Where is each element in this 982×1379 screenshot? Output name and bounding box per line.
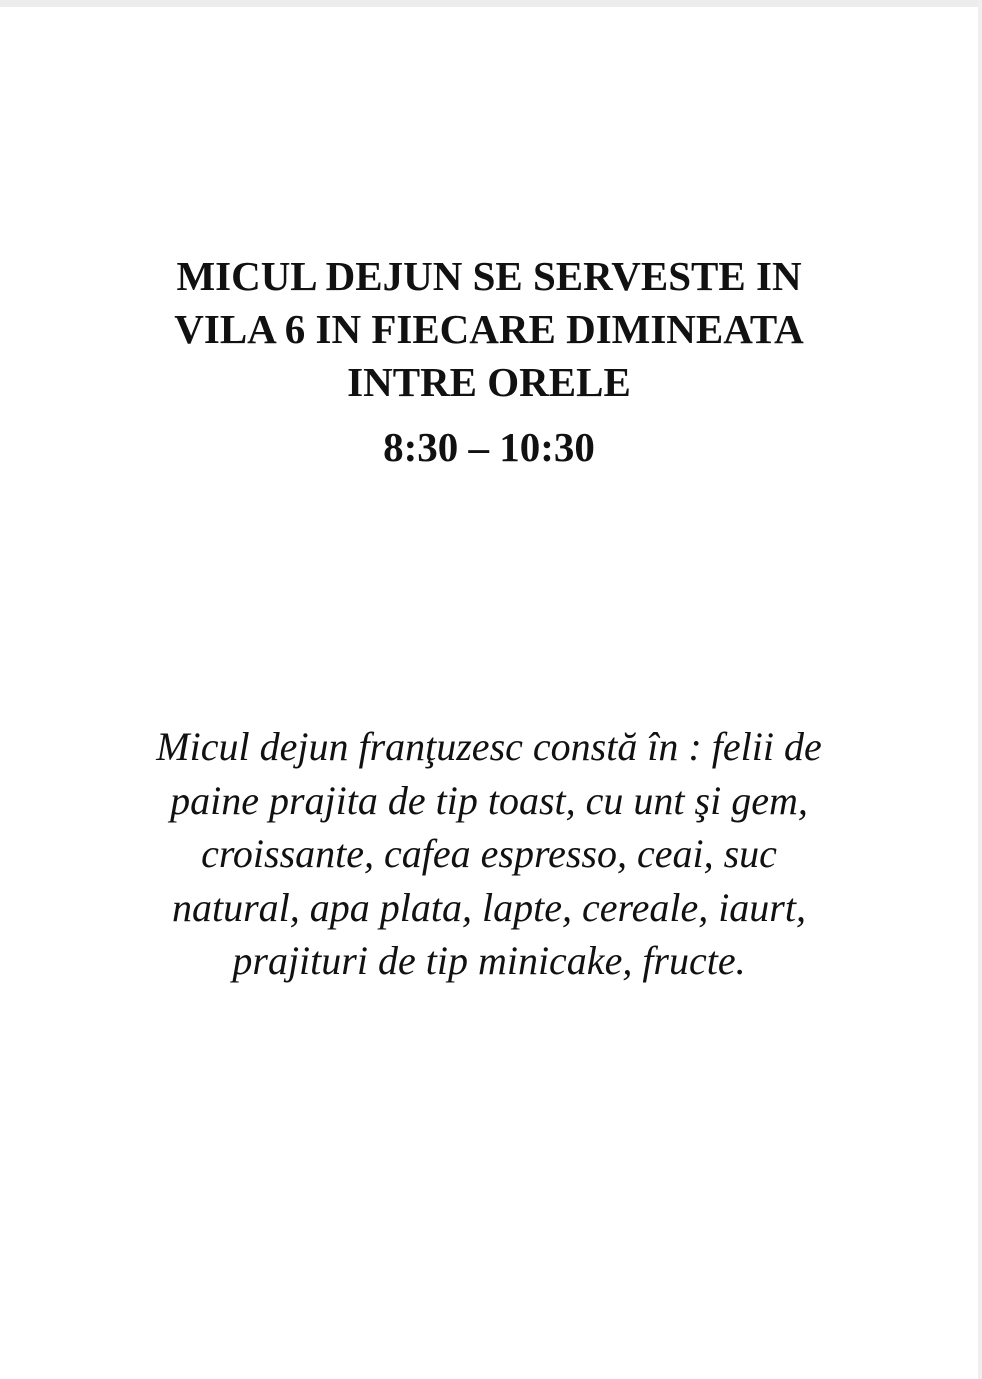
- description-line: croissante, cafea espresso, ceai, suc: [201, 831, 777, 876]
- description-line: paine prajita de tip toast, cu unt şi gem,: [170, 777, 808, 823]
- top-edge-border: [0, 0, 982, 7]
- right-edge-border: [978, 0, 982, 1379]
- description-line: natural, apa plata, lapte, cereale, iaurt,: [171, 884, 806, 930]
- heading-line: VILA 6 IN FIECARE DIMINEATA: [174, 306, 804, 352]
- description-line: Micul dejun franţuzesc constă în : felii de: [156, 724, 822, 769]
- heading-line: MICUL DEJUN SE SERVESTE IN: [176, 253, 802, 299]
- description-line: prajituri de tip minicake, fructe.: [232, 938, 746, 983]
- breakfast-heading: [0, 250, 978, 409]
- document-page: [0, 7, 978, 1379]
- breakfast-description: [0, 720, 978, 988]
- breakfast-hours: 8:30 – 10:30: [383, 424, 595, 470]
- heading-line: INTRE ORELE: [347, 359, 631, 405]
